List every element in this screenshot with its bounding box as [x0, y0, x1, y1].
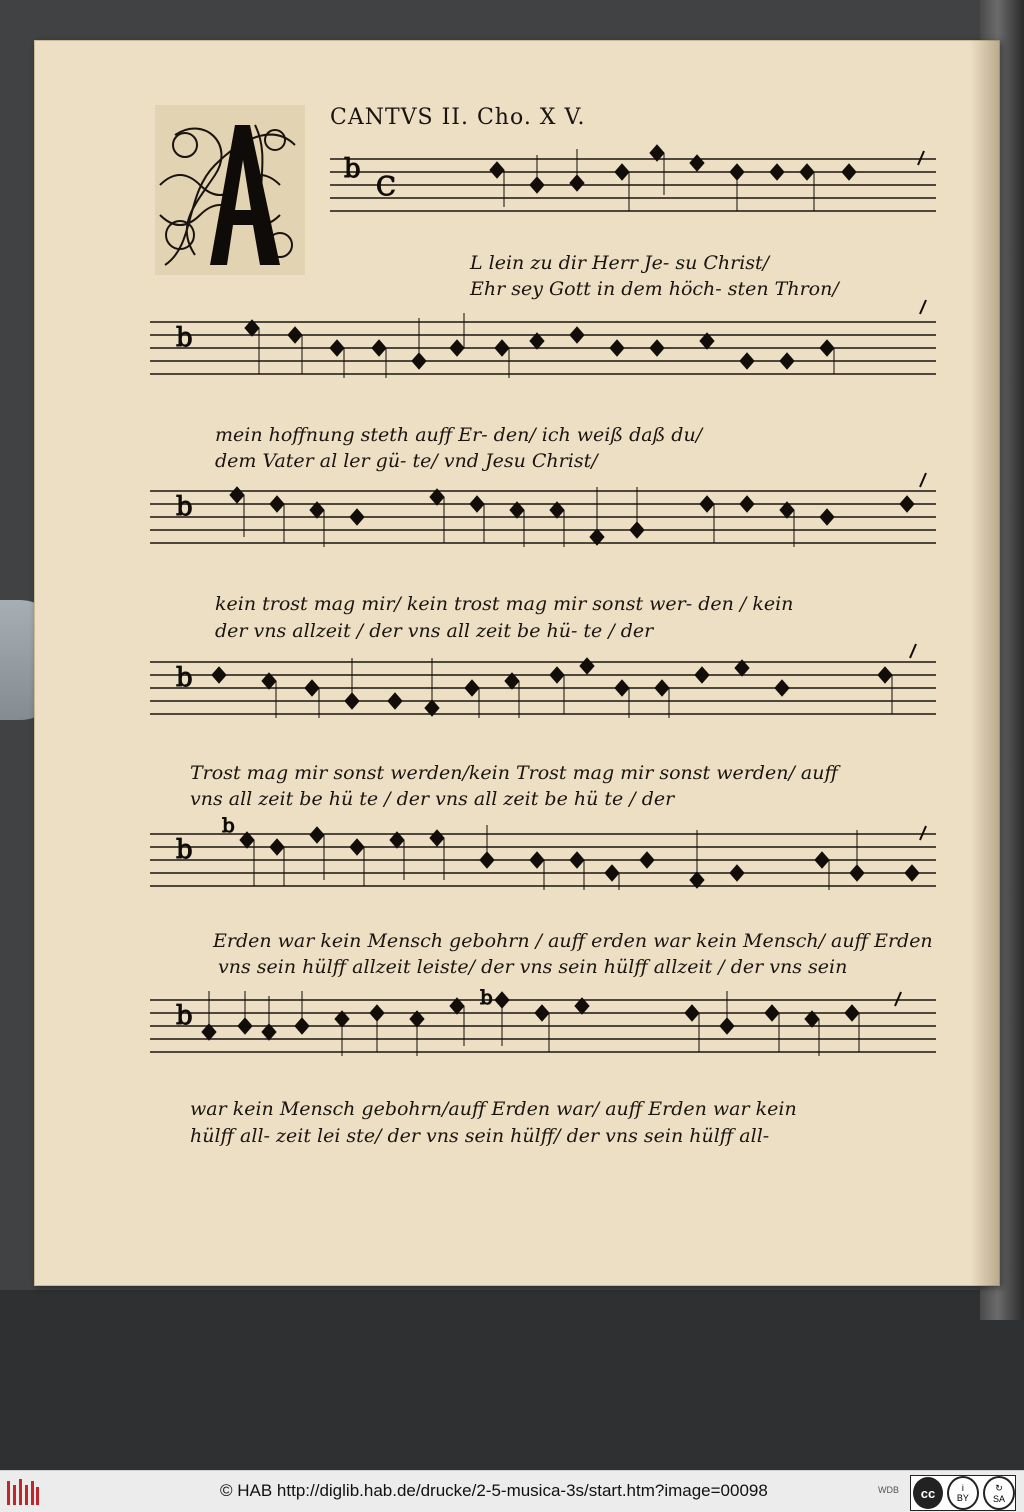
- hab-logo-icon: [6, 1477, 40, 1507]
- svg-text:b: b: [480, 985, 493, 1009]
- page-fold-shadow: [970, 40, 1000, 1286]
- wdb-label: WDB: [878, 1485, 899, 1495]
- svg-text:b: b: [176, 323, 193, 353]
- svg-text:b: b: [176, 835, 193, 865]
- background-lower: [0, 1290, 1024, 1470]
- music-staff-5: [150, 813, 936, 890]
- sa-label: SA: [992, 1493, 1005, 1504]
- lyric-line: Ehr sey Gott in dem höch- sten Thron/: [470, 278, 839, 300]
- lyric-line: der vns allzeit / der vns all zeit be hü- te / der: [215, 620, 654, 642]
- svg-text:b: b: [176, 1001, 193, 1031]
- svg-text:b: b: [176, 663, 193, 693]
- svg-text:b: b: [344, 154, 361, 184]
- music-staff-6: [150, 985, 936, 1056]
- lyric-line: kein trost mag mir/ kein trost mag mir sonst wer- den / kein: [215, 593, 794, 615]
- decorated-initial-a-image: [155, 105, 305, 275]
- lyric-line: Erden war kein Mensch gebohrn / auff erden war kein Mensch/ auff Erden: [213, 930, 933, 952]
- lyric-line: war kein Mensch gebohrn/auff Erden war/ auff Erden war kein: [190, 1098, 797, 1120]
- lyric-line: vns all zeit be hü te / der vns all zeit be hü te / der: [190, 788, 675, 810]
- cc-icon: cc: [913, 1477, 943, 1509]
- lyric-line: Trost mag mir sonst werden/kein Trost mag mir sonst werden/ auff: [190, 762, 838, 784]
- copyright-url[interactable]: © HAB http://diglib.hab.de/drucke/2-5-musica-3s/start.htm?image=00098: [220, 1481, 768, 1500]
- creative-commons-badge[interactable]: [910, 1475, 1016, 1511]
- by-icon: i BY: [947, 1476, 979, 1510]
- lyric-line: mein hoffnung steth auff Er- den/ ich weiß daß du/: [215, 424, 703, 446]
- sa-icon: ↻ SA: [983, 1476, 1015, 1510]
- lyric-line: vns sein hülff allzeit leiste/ der vns sein hülff allzeit / der vns sein: [218, 956, 848, 978]
- lyric-line: L lein zu dir Herr Je- su Christ/: [470, 252, 770, 274]
- page-header: CANTVS II. Cho. X V.: [330, 105, 586, 130]
- music-staff-3: [150, 487, 936, 547]
- music-staff-2: [150, 318, 936, 378]
- by-label: BY: [956, 1493, 969, 1503]
- lyric-line: dem Vater al ler gü- te/ vnd Jesu Christ/: [215, 450, 598, 472]
- music-staff-1: [330, 155, 936, 215]
- lyric-line: hülff all- zeit lei ste/ der vns sein hülff/ der vns sein hülff all-: [190, 1125, 770, 1147]
- footer-bar: [0, 1470, 1024, 1512]
- svg-text:C: C: [376, 172, 396, 202]
- svg-text:b: b: [222, 813, 235, 837]
- svg-text:b: b: [176, 492, 193, 522]
- music-staff-4: [150, 658, 936, 718]
